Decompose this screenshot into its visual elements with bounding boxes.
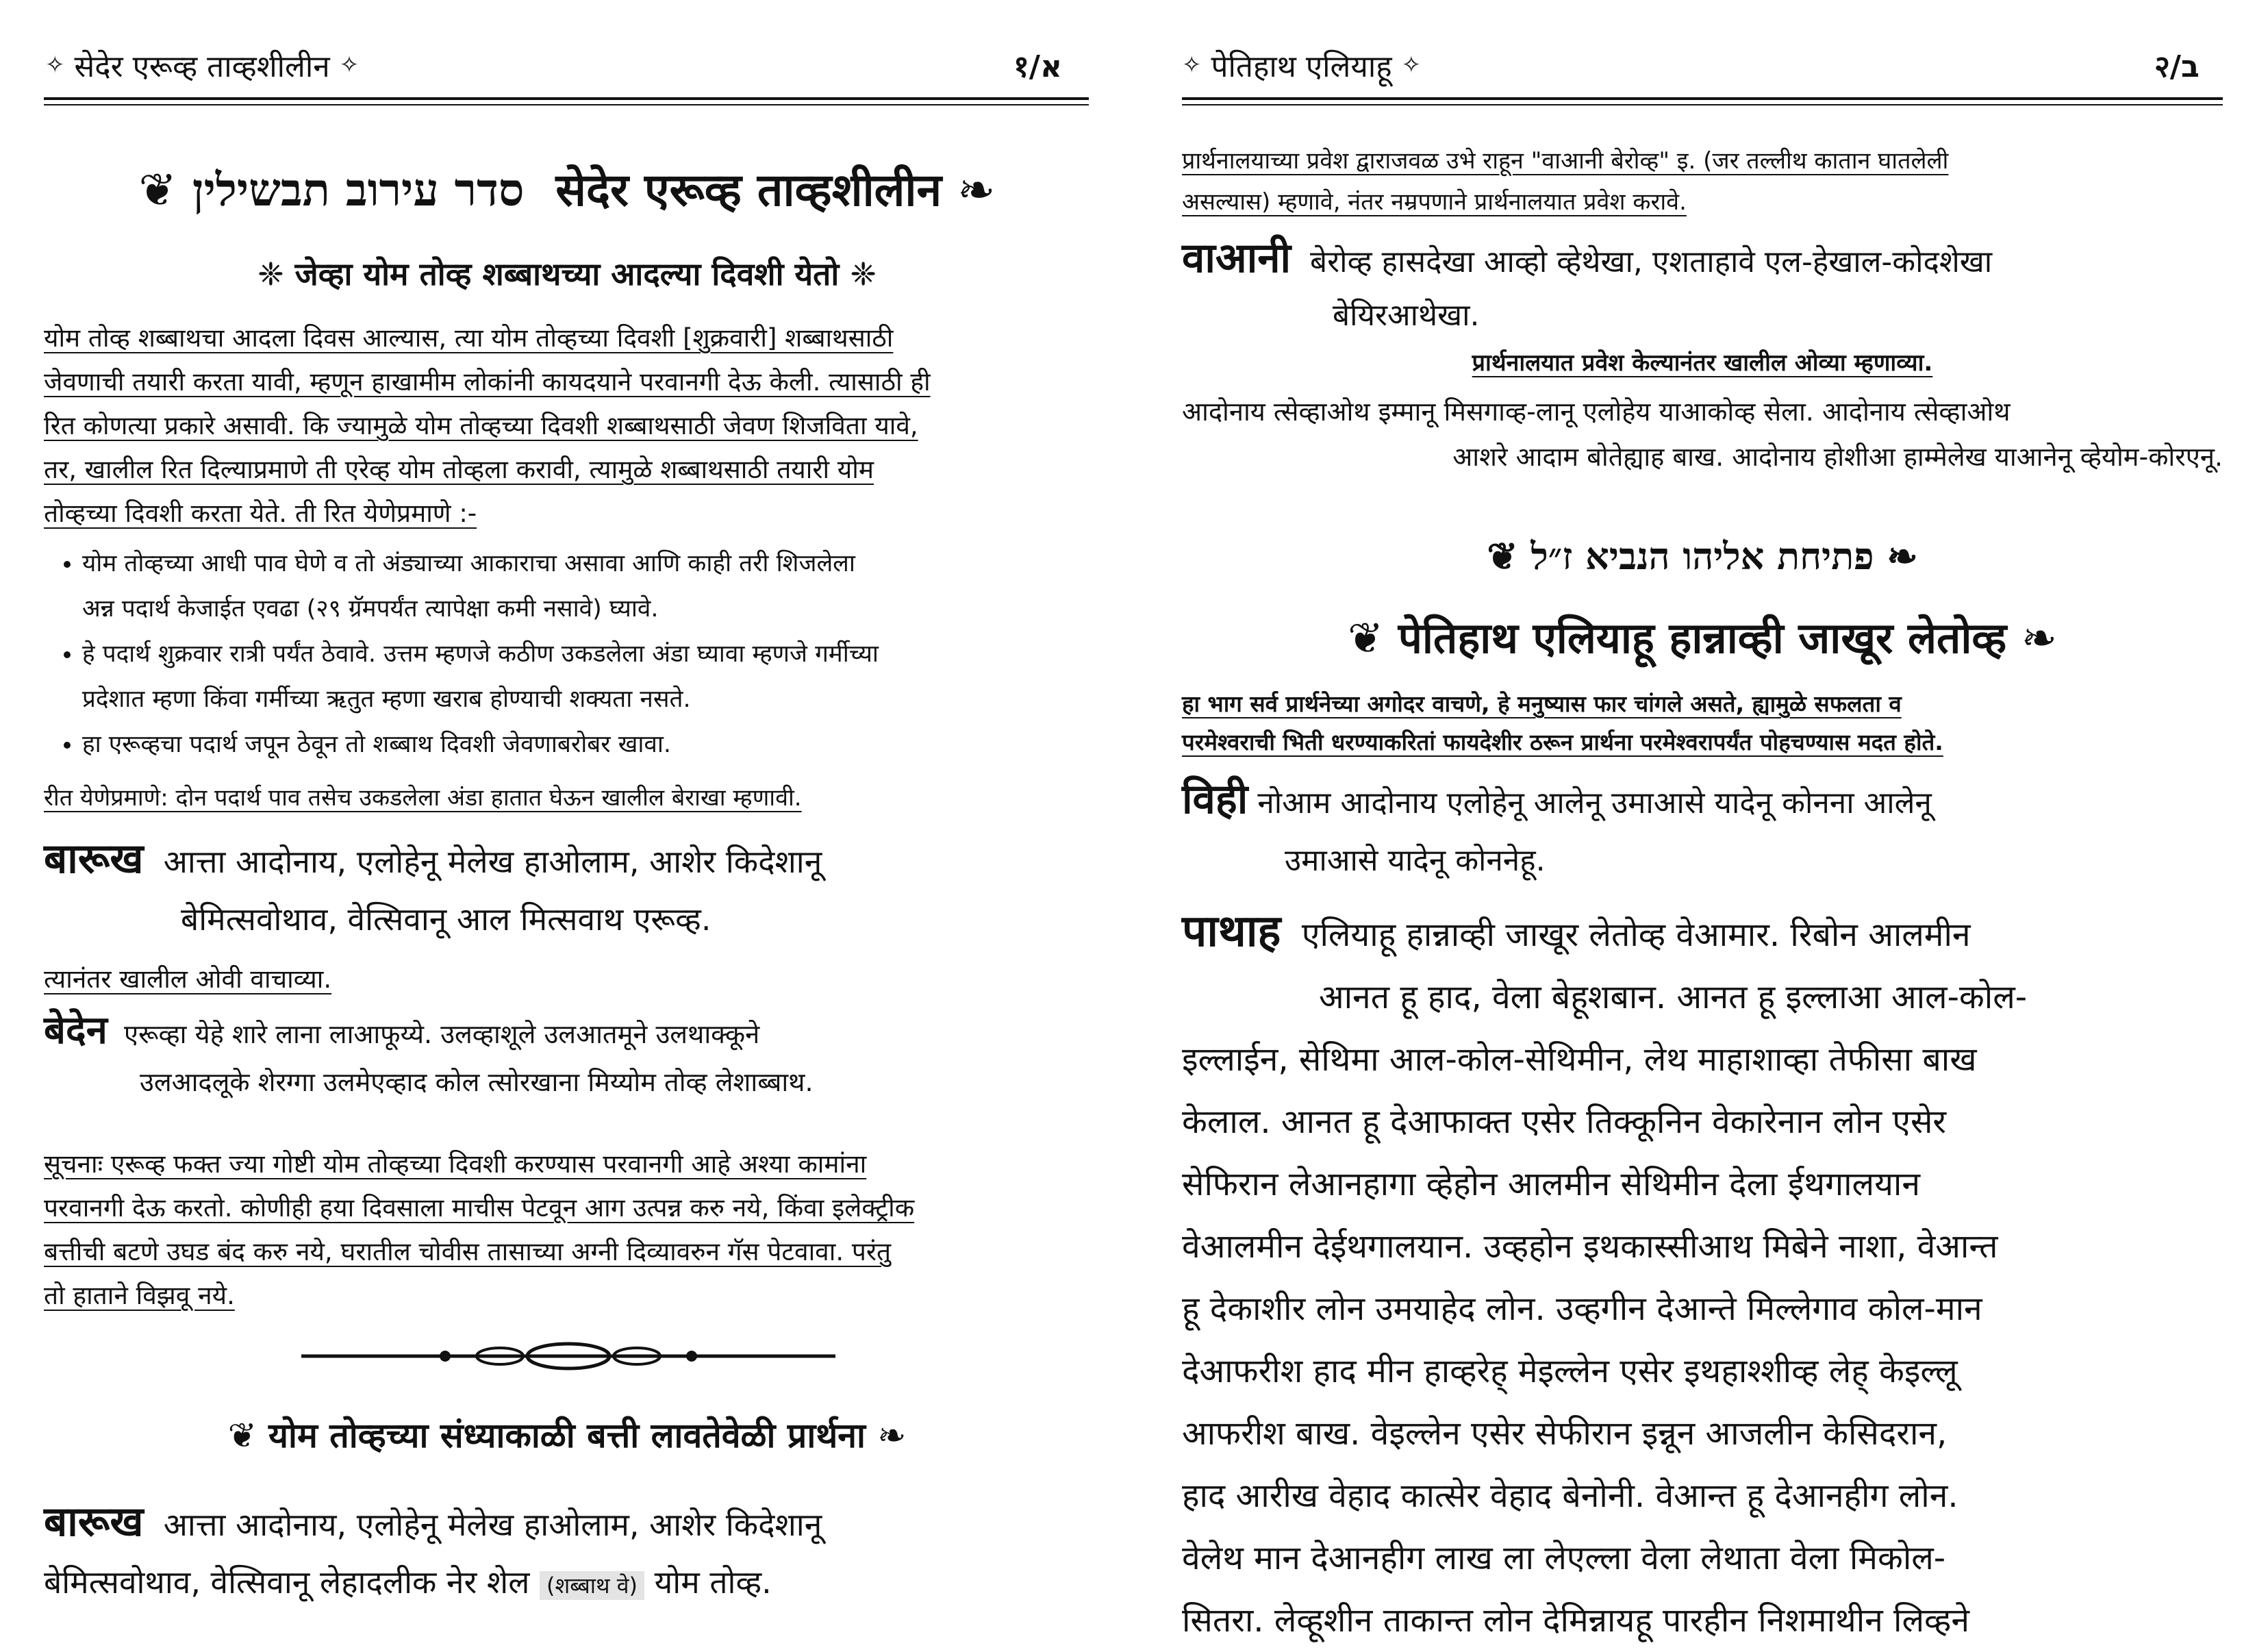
right-page-number: २/ב [2154, 49, 2200, 84]
vihi-key: विही [1182, 775, 1248, 823]
leaf-ornament-icon: ❧ [1887, 534, 1918, 578]
baruch2-key: बारूख [44, 1498, 144, 1546]
list-item-text: अन्न पदार्थ केजाईत एवढा (२९ ग्रॅमपर्यंत त्यापेक्षा कमी नसावे) घ्यावे. [82, 595, 659, 623]
subtitle-text: जेव्हा योम तोव्ह शब्बाथच्या आदल्या दिवशी येतो [294, 255, 840, 292]
left-title [41, 158, 1093, 219]
header-rule [1182, 97, 2223, 100]
right-page [1134, 0, 2268, 1644]
adonai-line-2: आशरे आदाम बोतेह्याह बाख. आदोनाय होशीआ हाम्मेलेख याआनेनू व्हेयोम-कोरएनू. [1452, 442, 2223, 472]
text-line: असल्यास) म्हणावे, नंतर नम्रपणाने प्रार्थनालयात प्रवेश करावे. [1182, 188, 1687, 216]
ornament-right-icon: ✧ [339, 51, 360, 79]
adonai-verse [1182, 389, 2223, 479]
text-line: योम तोव्ह शब्बाथचा आदला दिवस आल्यास, त्या योम तोव्हच्या दिवशी [शुक्रवारी] शब्बाथसाठी [44, 323, 894, 353]
section2-title-text: योम तोव्हच्या संध्याकाळी बत्ती लावतेवेळी प्रार्थना [268, 1416, 866, 1455]
title-marathi: पेतिहाथ एलियाहू हान्नाव्ही जाखूर लेतोव्ह [1398, 613, 2007, 663]
ornament-left-icon: ✧ [1182, 51, 1202, 79]
left-running-header [45, 41, 359, 89]
baruch2-blessing [44, 1493, 1090, 1614]
text-line: रित कोणत्या प्रकारे असावी. कि ज्यामुळे योम तोव्हच्या दिवशी शब्बाथसाठी जेवण शिजविता यावे, [44, 411, 918, 440]
right-intro [1182, 140, 2223, 223]
text-line: परवानगी देऊ करतो. कोणीही हया दिवसाला माचीस पेटवून आग उत्पन्न करु नये, किंवा इलेक्ट्रीक [44, 1193, 915, 1223]
adonai-line-1: आदोनाय त्सेव्हाओथ इम्मानू मिसगाव्ह-लानू एलोहेय याआकोव्ह सेला. आदोनाय त्सेव्हाओथ [1182, 397, 2011, 427]
text-line: तो हाताने विझवू नये. [44, 1281, 235, 1310]
right-title-hebrew [1175, 534, 2230, 578]
leaf-ornament-icon: ❦ [1348, 613, 1384, 663]
vaani-note-text: प्रार्थनालयात प्रवेश केल्यानंतर खालील ओव्या म्हणाव्या. [1472, 349, 1933, 377]
title-marathi: सेदेर एरूव्ह ताव्हशीलीन [555, 164, 942, 216]
baruch-key: बारूख [44, 835, 144, 883]
beden-key: बेदेन [44, 1008, 108, 1053]
text-line: हा भाग सर्व प्रार्थनेच्या अगोदर वाचणे, हे मनुष्यास फार चांगले असते, ह्यामुळे सफलता व [1182, 690, 1902, 717]
text-line: प्रार्थनालयाच्या प्रवेश द्वाराजवळ उभे राहून "वाआनी बेरोव्ह" इ. (जर तल्लीथ कातान घातलेली [1182, 147, 1949, 175]
star-icon: ❈ [850, 255, 877, 292]
vaani-line-2: बेयिरआथेखा. [1333, 298, 1480, 333]
baruch-line-1: आत्ता आदोनाय, एलोहेनू मेलेख हाओलाम, आशेर किदेशानू [163, 843, 822, 880]
leaf-ornament-icon: ❦ [227, 1416, 257, 1455]
text-line: सेफिरान लेआनहागा व्हेहोन आलमीन सेथिमीन देला ईथगालयान [1182, 1165, 1920, 1203]
text-line: आफरीश बाख. वेइल्लेन एसेर सेफीरान इन्नून आजलीन केसिदरान, [1182, 1414, 1948, 1453]
vaani-line-1: बेरोव्ह हासदेखा आव्हो व्हेथेखा, एशताहावे एल-हेखाल-कोदशेखा [1310, 245, 1993, 279]
text-line: इल्लाईन, सेथिमा आल-कोल-सेथिमीन, लेथ माहाशाव्हा तेफीसा बाख [1182, 1040, 1977, 1079]
vihi-line-2: उमाआसे यादेनू कोननेहू. [1285, 843, 1546, 878]
section2-title [41, 1411, 1093, 1457]
title-hebrew: פתיחת אליהו הנביא ז״ל [1530, 534, 1874, 578]
text-line: तोव्हच्या दिवशी करता येते. ती रित येणेप्रमाणे :- [44, 499, 477, 528]
baruch2-line-2a: बेमित्सवोथाव, वेत्सिवानू लेहादलीक नेर शेल [44, 1564, 530, 1601]
ornament-left-icon: ✧ [45, 51, 65, 79]
text-line: परमेश्वराची भिती धरण्याकरितां फायदेशीर ठरून प्रार्थना परमेश्वरापर्यंत पोहचण्यास मदत होते. [1182, 729, 1943, 755]
leaf-ornament-icon: ❧ [957, 164, 996, 216]
list-item-text: हे पदार्थ शुक्रवार रात्री पर्यंत ठेवावे. उत्तम म्हणजे कठीण उकडलेला अंडा घ्यावा म्हणजे गर्मीच्या [82, 640, 879, 668]
list-item-text: प्रदेशात म्हणा किंवा गर्मीच्या ऋतुत म्हणा खराब होण्याची शक्यता नसते. [82, 686, 691, 713]
vihi-verse [1182, 771, 2223, 890]
right-title-marathi [1175, 608, 2230, 666]
text-line: जेवणाची तयारी करता यावी, म्हणून हाखामीम लोकांनी कायदयाने परवानगी देऊ केली. त्यासाठी ही [44, 367, 931, 397]
text-line: सूचनाः एरूव्ह फक्त ज्या गोष्टी योम तोव्हच्या दिवशी करण्यास परवानगी आहे अश्या कामांना [44, 1149, 867, 1179]
leaf-ornament-icon: ❦ [138, 164, 177, 216]
star-icon: ❈ [257, 255, 284, 292]
patah-key: पाथाह [1182, 906, 1281, 957]
leaf-ornament-icon: ❦ [1487, 534, 1518, 578]
text-line: हू देकाशीर लोन उमयाहेद लोन. उव्हगीन देआन्ते मिल्लेगाव कोल-मान [1182, 1290, 1982, 1328]
patah-first-line: एलियाहू हान्नाव्ही जाखूर लेतोव्ह वेआमार. रिबोन आलमीन [1301, 916, 1971, 954]
left-page-number: १/א [1013, 49, 1062, 84]
text-line: तर, खालील रित दिल्याप्रमाणे ती एरेव्ह योम तोव्हला करावी, त्यामुळे शब्बाथसाठी तयारी योम [44, 455, 874, 484]
vaani-key: वाआनी [1182, 234, 1292, 282]
ornament-right-icon: ✧ [1401, 51, 1422, 79]
baruch2-line-2b: योम तोव्ह. [654, 1564, 772, 1601]
beden-prayer [44, 1007, 1090, 1106]
list-item-text: हा एरूव्हचा पदार्थ जपून ठेवून तो शब्बाथ दिवशी जेवणाबरोबर खावा. [82, 731, 672, 758]
text-line: आनत हू हाद, वेला बेहूशबान. आनत हू इल्लाआ आल-कोल- [1319, 978, 2028, 1016]
left-header-title: सेदेर एरूव्ह ताव्हशीलीन [74, 49, 330, 84]
divider-ornament-icon [294, 1336, 842, 1377]
header-rule-thin [1182, 104, 2223, 105]
list-item [82, 541, 1089, 631]
header-rule-thin [44, 104, 1089, 105]
title-hebrew: סדר עירוב תבשילין [192, 163, 525, 216]
header-rule [44, 97, 1089, 100]
text-line: देआफरीश हाद मीन हाव्हरेह् मेइल्लेन एसेर इथहाश्शीव्ह लेह् केइल्लू [1182, 1352, 1958, 1390]
vaani-note [1182, 342, 2223, 384]
list-item [82, 722, 1089, 767]
left-subtitle [41, 252, 1093, 295]
beden-line-1: एरूव्हा येहे शारे लाना लाआफूय्ये. उलव्हाशूले उलआतमूने उलथाक्कूने [123, 1019, 760, 1049]
baruch-blessing [44, 830, 1090, 948]
text-line: सितरा. लेव्हूशीन ताकान्त लोन देमिन्नायहू पारहीन निशमाथीन लिव्हने [1182, 1601, 1970, 1640]
leaf-ornament-icon: ❧ [2021, 613, 2057, 663]
baruch-line-2: बेमित्सवोथाव, वेत्सिवानू आल मित्सवाथ एरूव्ह. [181, 901, 711, 938]
text-line: वेलेथ मान देआनहीग लाख ला लेएल्ला वेला लेथाता वेला मिकोल- [1182, 1539, 1946, 1577]
intro-paragraph [44, 316, 1090, 536]
beden-line-2: उलआदलूके शेरग्गा उलमेएव्हाद कोल त्सोरखाना मिय्योम तोव्ह लेशाब्बाथ. [140, 1067, 814, 1097]
vaani-prayer [1182, 231, 2223, 342]
right-running-header [1182, 41, 1421, 89]
bullet-list [34, 541, 1089, 767]
patah-paragraph [1182, 901, 2223, 1652]
right-header-title: पेतिहाथ एलियाहू [1211, 49, 1392, 84]
rule-instruction: रीत येणेप्रमाणे: दोन पदार्थ पाव तसेच उकडलेला अंडा हातात घेऊन खालील बेराखा म्हणावी. [44, 784, 802, 812]
text-line: केलाल. आनत हू देआफाक्त एसेर तिक्कूनिन वेकारेनान लोन एसेर [1182, 1103, 1947, 1141]
text-line: बत्तीची बटणे उघड बंद करु नये, घरातील चोवीस तासाच्या अग्नी दिव्यावरुन गॅस पेटवावा. परंतु [44, 1237, 892, 1266]
after-note: त्यानंतर खालील ओवी वाचाव्या. [44, 964, 332, 994]
note-paragraph [44, 1142, 1090, 1318]
left-page [0, 0, 1134, 1644]
list-item-text: योम तोव्हच्या आधी पाव घेणे व तो अंड्याच्या आकाराचा असावा आणि काही तरी शिजलेला [82, 550, 855, 577]
vihi-line-1: नोआम आदोनाय एलोहेनू आलेनू उमाआसे यादेनू कोनना आलेनू [1257, 786, 1932, 821]
list-item [82, 631, 1089, 722]
shabbat-chip: (शब्बाथ वे) [540, 1571, 644, 1600]
leaf-ornament-icon: ❧ [877, 1416, 907, 1455]
text-line: वेआलमीन देईथगालयान. उव्हहोन इथकास्सीआथ मिबेने नाशा, वेआन्त [1182, 1227, 1998, 1266]
text-line: हाद आरीख वेहाद कात्सेर वेहाद बेनोनी. वेआन्त हू देआनहीग लोन. [1182, 1477, 1958, 1515]
description [1182, 685, 2223, 762]
baruch2-line-1: आत्ता आदोनाय, एलोहेनू मेलेख हाओलाम, आशेर किदेशानू [163, 1506, 822, 1543]
